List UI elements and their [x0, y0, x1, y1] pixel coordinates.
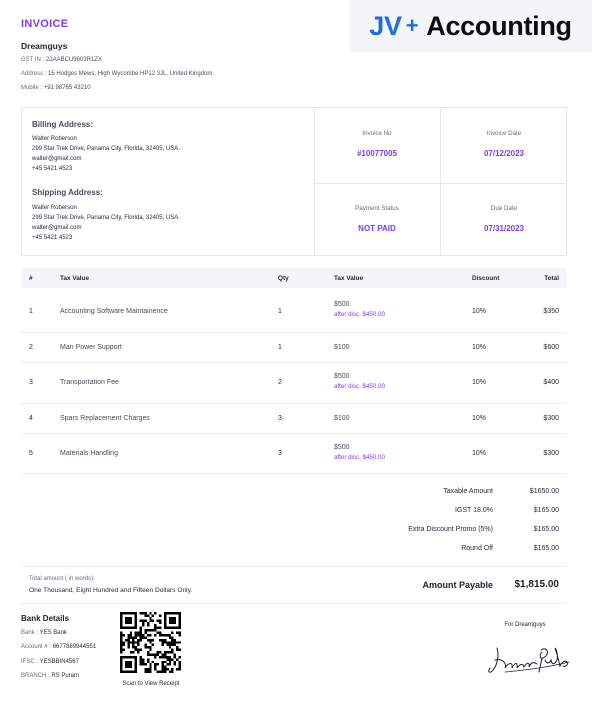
extra-discount-label: Extra Discount Promo (5%): [408, 526, 493, 533]
row-tax-value: [334, 373, 385, 390]
row-discount: 10%: [472, 308, 487, 315]
billing-street: 299 Star Trek Drive, Panama City, Florida, 32405, USA.: [32, 146, 180, 152]
row-total: $400: [543, 379, 559, 386]
ifsc-line: [21, 659, 79, 665]
payment-status-cell: [314, 205, 440, 233]
gst-line: [21, 57, 102, 63]
round-off-label: Round Off: [461, 545, 493, 552]
row-total: $600: [543, 344, 559, 351]
row-number: 4: [29, 415, 33, 422]
bank-line: [21, 630, 67, 636]
account-label: Account # :: [21, 644, 52, 650]
row-qty: 1: [278, 308, 282, 315]
row-item: Materials Handling: [60, 450, 118, 457]
row-tax-value: [334, 301, 385, 318]
mobile-line: [21, 85, 91, 91]
due-date-cell: [440, 205, 568, 233]
account-value: 6677889944551: [52, 644, 97, 650]
col-total: Total: [544, 275, 559, 282]
qr-code-icon[interactable]: [120, 612, 181, 673]
payment-status-label: Payment Status: [355, 205, 399, 212]
billing-heading: Billing Address:: [32, 120, 94, 129]
taxable-amount-label: Taxable Amount: [443, 488, 493, 495]
row-item: Transportation Fee: [60, 379, 119, 386]
col-tax-value: Tax Value: [334, 275, 364, 282]
row-number: 2: [29, 344, 33, 351]
col-item: Tax Value: [60, 275, 90, 282]
divider: [21, 603, 567, 604]
row-qty: 2: [278, 379, 282, 386]
ifsc-label: IFSC :: [21, 659, 39, 665]
shipping-name: Walter Roberson: [32, 205, 77, 211]
branch-line: [21, 673, 79, 679]
account-line: [21, 644, 96, 650]
amount-in-words-value: One Thousand, Eight Hundred and Fifteen Dollars Only.: [29, 587, 193, 594]
row-qty: 3: [278, 415, 282, 422]
taxable-amount-value: $1650.00: [529, 488, 559, 495]
address-info-box: [21, 107, 567, 256]
bank-label: Bank :: [21, 630, 39, 636]
amount-payable-label: Amount Payable: [422, 580, 493, 590]
brand-logo: [349, 0, 592, 52]
address-label: Address :: [21, 71, 47, 77]
invoice-no-value: #10077005: [356, 149, 398, 158]
shipping-street: 299 Star Trek Drive, Panama City, Florida, 32405, USA.: [32, 215, 180, 221]
mobile-value: : +91 98765 43210: [40, 85, 91, 91]
billing-phone: +45 5421 4523: [32, 166, 73, 172]
row-value: $500: [334, 373, 350, 380]
branch-value: RS Puram: [51, 673, 80, 679]
shipping-phone: +45 5421 4523: [32, 235, 73, 241]
amount-payable-value: $1,815.00: [514, 579, 559, 590]
invoice-no-cell: [314, 130, 440, 158]
brand-plus: +: [405, 13, 419, 38]
row-value: $500: [334, 301, 350, 308]
row-tax-value: [334, 444, 385, 461]
table-row: [21, 404, 567, 434]
company-name: Dreamguys: [21, 41, 68, 51]
branch-label: BRANCH :: [21, 673, 50, 679]
table-row: [21, 363, 567, 404]
table-row: [21, 333, 567, 363]
brand-jv: JV: [369, 10, 402, 41]
row-value: $100: [334, 415, 350, 422]
row-value: $500: [334, 444, 350, 451]
address-line: [21, 71, 214, 77]
divider: [21, 566, 567, 567]
invoice-date-value: 07/12/2023: [483, 149, 525, 158]
ifsc-value: YESBBIN4567: [39, 659, 79, 665]
row-item: Spars Replacement Charges: [60, 415, 150, 422]
shipping-heading: Shipping Address:: [32, 188, 103, 197]
row-value: $100: [334, 344, 350, 351]
row-total: $300: [543, 415, 559, 422]
payment-status-value: NOT PAID: [358, 224, 396, 233]
bank-details-heading: Bank Details: [21, 614, 70, 623]
igst-value: $165.00: [533, 507, 559, 514]
bank-value: YES Bank: [39, 630, 67, 636]
invoice-date-label: Invoice Date: [486, 130, 522, 137]
invoice-date-cell: [440, 130, 568, 158]
invoice-no-label: Invoice No: [362, 130, 392, 137]
table-row: [21, 289, 567, 333]
row-after-discount: after disc. $450.00: [334, 383, 385, 390]
qr-caption: Scan to View Receipt: [122, 681, 180, 687]
row-total: $350: [543, 308, 559, 315]
for-company: For Dreamguys: [504, 622, 546, 628]
row-item: Man Power Support: [60, 344, 122, 351]
row-total: $300: [543, 450, 559, 457]
extra-discount-value: $165.00: [533, 526, 559, 533]
mobile-label: Mobile: [21, 85, 39, 91]
invoice-title: INVOICE: [21, 18, 69, 30]
due-date-value: 07/31/2023: [483, 224, 525, 233]
row-after-discount: after disc. $450.00: [334, 454, 385, 461]
row-number: 5: [29, 450, 33, 457]
billing-name: Walter Roberson: [32, 136, 77, 142]
brand-accounting: Accounting: [426, 10, 572, 41]
row-discount: 10%: [472, 379, 487, 386]
row-discount: 10%: [472, 344, 487, 351]
row-qty: 1: [278, 344, 282, 351]
amount-in-words-label: Total amount ( in words):: [29, 576, 95, 582]
row-after-discount: after disc. $450.00: [334, 311, 385, 318]
table-row: [21, 434, 567, 474]
col-discount: Discount: [472, 275, 500, 282]
signature-icon: [485, 640, 575, 680]
billing-address: [32, 120, 180, 174]
billing-email: walter@gmail.com: [32, 156, 82, 162]
round-off-value: $165.00: [533, 545, 559, 552]
row-discount: 10%: [472, 415, 487, 422]
gst-value: 22AABCU9603R1ZX: [45, 57, 102, 63]
igst-label: IGST 18.0%: [454, 507, 493, 514]
due-date-label: Due Date: [490, 205, 518, 212]
row-number: 3: [29, 379, 33, 386]
col-number: #: [29, 275, 33, 282]
gst-label: GST IN :: [21, 57, 45, 63]
row-discount: 10%: [472, 450, 487, 457]
row-item: Accounting Software Maintainence: [60, 308, 168, 315]
row-qty: 3: [278, 450, 282, 457]
row-number: 1: [29, 308, 33, 315]
col-qty: Qty: [278, 275, 289, 282]
items-table-header: [21, 268, 567, 288]
shipping-email: walter@gmail.com: [32, 225, 82, 231]
address-value: 15 Hodges Mews, High Wycombe HP12 3JL, United Kingdom.: [48, 71, 215, 77]
shipping-address: [32, 188, 180, 243]
